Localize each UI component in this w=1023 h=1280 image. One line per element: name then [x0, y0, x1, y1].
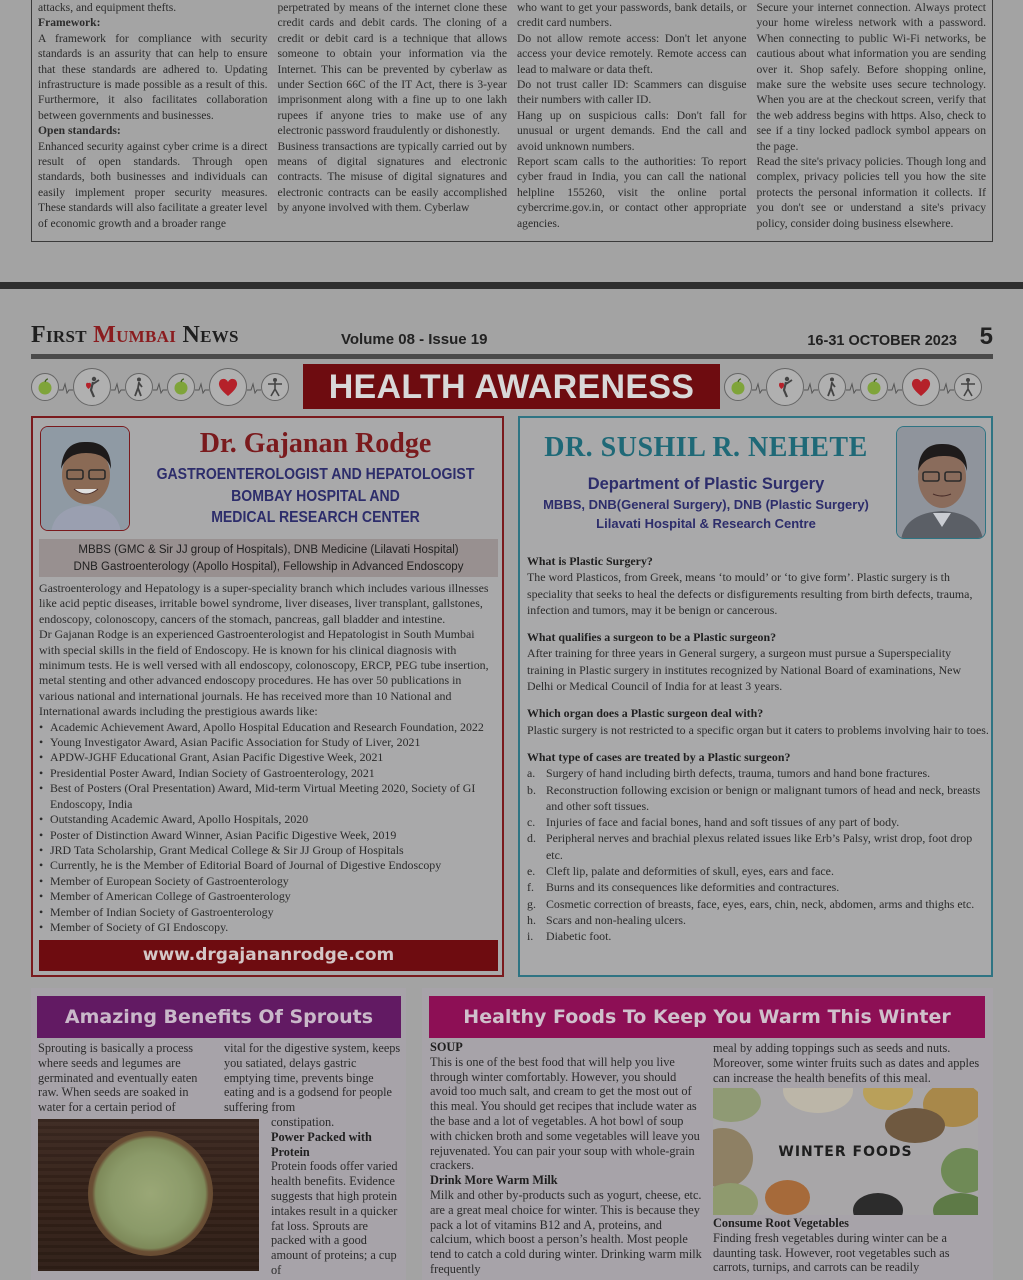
article-title: Amazing Benefits Of Sprouts	[37, 996, 401, 1038]
article-subheading: Framework:	[38, 16, 101, 30]
case-item	[527, 814, 989, 830]
heart-icon	[209, 368, 247, 406]
award-item: • Best of Posters (Oral Presentation) Award, Mid-term Virtual Meeting 2020, Society of GI Endoscopy, India	[39, 781, 498, 812]
article-title: Healthy Foods To Keep You Warm This Winter	[429, 996, 985, 1038]
role-line: BOMBAY HOSPITAL AND	[231, 487, 400, 505]
case-text: Scars and non-healing ulcers.	[546, 912, 686, 927]
cases-list	[527, 765, 989, 944]
article-subheading: SOUP	[430, 1040, 463, 1054]
case-item	[527, 863, 989, 879]
faq-answer: Plastic surgery is not restricted to a specific organ but it caters to problems involving hair to toes.	[527, 722, 989, 737]
brand-mumbai: Mumbai	[93, 322, 177, 348]
qualification-line: DNB Gastroenterology (Apollo Hospital), Fellowship in Advanced Endoscopy	[73, 560, 464, 573]
case-text: Cleft lip, palate and deformities of skull, eyes, ears and face.	[546, 864, 834, 879]
case-letter: b.	[527, 782, 536, 797]
doctor-photo	[896, 426, 986, 539]
winter-foods-article	[422, 988, 993, 1280]
issue-date: 16-31 OCTOBER 2023	[807, 333, 957, 349]
award-item: • APDW-JGHF Educational Grant, Asian Pacific Digestive Week, 2021	[39, 750, 498, 765]
doctor-department-block	[526, 473, 886, 533]
issue-label: Volume 08 - Issue 19	[341, 331, 488, 348]
article-paragraph: perpetrated by means of the internet clone these credit cards and debit cards. The cloning of a credit or debit card is a technique that allows someone to obtain your information via the Internet. This can be prevented by cyberlaw as under Section 66C of the IT Act, there is 3-year imprisonment along with a fine up to one lakh rupees if anyone tries to make use of any electronic password fraudulently or dishonestly.	[277, 1, 507, 138]
article-column-right-bottom	[713, 1216, 988, 1275]
hospital: Lilavati Hospital & Research Centre	[596, 516, 816, 531]
health-icon-strip-right	[724, 364, 992, 410]
heartbeat-line-icon	[153, 381, 167, 393]
heart-person-icon	[73, 368, 111, 406]
case-letter: e.	[527, 864, 536, 879]
doctor-name: DR. SUSHIL R. NEHETE	[544, 432, 868, 463]
article-paragraph: Secure your internet connection. Always protect your home wireless network with a password. When connecting to public Wi-Fi networks, be cautious about what information you are sending over it. Shop safely. Before shopping online, make sure the website uses secure technology. When you are at the checkout screen, verify that the web address begins with https. Also, check to see if a tiny locked padlock symbol appears on the page.	[756, 1, 986, 153]
case-item	[527, 782, 989, 815]
apple-icon	[31, 373, 59, 401]
walking-icon	[125, 373, 153, 401]
previous-page-article	[31, 0, 993, 242]
doctor-role	[155, 464, 476, 529]
faq-question: What is Plastic Surgery?	[527, 554, 653, 568]
sprouts-bowl	[88, 1131, 213, 1256]
article-paragraph: Enhanced security against cyber crime is a direct result of open standards. Through open standards, both businesses and individuals can easily implement proper security measures. These standards will also facilitate a greater level of economic growth and a broader range	[38, 139, 268, 230]
article-paragraph: who want to get your passwords, bank details, or credit card numbers.	[517, 1, 747, 30]
case-letter: h.	[527, 912, 536, 927]
apple-icon	[724, 373, 752, 401]
doctor-website-link[interactable]: www.drgajananrodge.com	[39, 940, 498, 971]
faq-answer: The word Plasticos, from Greek, means ‘to mould’ or ‘to give form’. Plastic surgery is th speciality that seeks to heal the defects or disfigurements resulting from birth defects, trauma, infection and tumors, may it be benign or cancerous.	[527, 570, 973, 617]
health-icon-strip-left	[31, 364, 299, 410]
award-item: • Member of Society of GI Endoscopy.	[39, 920, 498, 935]
bio-paragraph: Dr Gajanan Rodge is an experienced Gastroenterologist and Hepatologist in South Mumbai with special skills in the field of Endoscopy. He is known for his clinical diagnosis with minimum tests. He is well versed with all endoscopy, colonoscopy, ERCP, PEG tube insertion, metal stenting and other advanced endoscopy procedures. He has over 50 publications in various national and international journals. He has received more than 10 National and International awards including the prestigious awards like:	[39, 627, 489, 719]
brand-first: First	[31, 322, 94, 348]
winter-foods-image	[713, 1088, 978, 1215]
heartbeat-line-icon	[247, 381, 261, 393]
case-item	[527, 928, 989, 944]
award-item: • Academic Achievement Award, Apollo Hospital Education and Research Foundation, 2022	[39, 720, 498, 735]
heartbeat-line-icon	[888, 381, 902, 393]
qualification-line: MBBS (GMC & Sir JJ group of Hospitals), DNB Medicine (Lilavati Hospital)	[78, 544, 459, 556]
case-text: Cosmetic correction of breasts, face, eyes, ears, chin, neck, abdomen, arms and thighs etc.	[546, 896, 975, 911]
heartbeat-line-icon	[804, 381, 818, 393]
article-column	[38, 0, 268, 231]
case-letter: f.	[527, 880, 534, 895]
masthead-rule	[31, 354, 993, 359]
page-separator	[0, 282, 1023, 289]
case-text: Peripheral nerves and brachial plexus related issues like Erb’s Palsy, wrist drop, foot drop etc.	[546, 831, 973, 862]
apple-icon	[860, 373, 888, 401]
article-column	[278, 0, 508, 231]
faq-question: What qualifies a surgeon to be a Plastic surgeon?	[527, 630, 777, 645]
article-subheading: Drink More Warm Milk	[430, 1173, 558, 1188]
case-text: Injuries of face and facial bones, hand and soft tissues of any part of body.	[546, 815, 900, 830]
award-item: • Member of American College of Gastroenterology	[39, 889, 498, 904]
article-paragraph: Hang up on suspicious calls: Don't fall for unusual or urgent demands. End the call and avoid unknown numbers.	[517, 108, 747, 153]
case-item	[527, 765, 989, 781]
case-text: Reconstruction following excision or benign or malignant tumors of head and neck, breasts and other soft tissues.	[546, 782, 981, 813]
masthead	[31, 322, 993, 358]
article-paragraph: Do not allow remote access: Don't let anyone access your device remotely. Remote access can lead to malware or data theft.	[517, 31, 747, 76]
image-caption: WINTER FOODS	[778, 1144, 913, 1160]
doctor-bio	[39, 581, 498, 935]
case-text: Burns and its consequences like deformities and contractures.	[546, 880, 840, 895]
role-line: MEDICAL RESEARCH CENTER	[211, 509, 420, 526]
award-item: • Member of European Society of Gastroenterology	[39, 874, 498, 889]
case-letter: c.	[527, 815, 536, 830]
article-paragraph: Report scam calls to the authorities: To report cyber fraud in India, you can call the national helpline 155260, visit the online portal cybercrime.gov.in, or contact other appropriate agencies.	[517, 155, 747, 230]
article-paragraph: attacks, and equipment thefts.	[38, 1, 177, 14]
heartbeat-line-icon	[940, 381, 954, 393]
article-text	[271, 1115, 405, 1278]
heartbeat-line-icon	[111, 381, 125, 393]
article-subheading: Consume Root Vegetables	[713, 1216, 849, 1230]
case-letter: a.	[527, 766, 536, 781]
faq-question: What type of cases are treated by a Plastic surgeon?	[527, 749, 791, 764]
heart-person-icon	[766, 368, 804, 406]
plastic-surgery-faq	[527, 553, 989, 945]
article-paragraph: Read the site's privacy policies. Though long and complex, privacy policies tell you how the site protects the personal information it collects. If you don't see or understand a site's privacy policy, consider doing business elsewhere.	[756, 155, 986, 230]
award-item: • Currently, he is the Member of Editorial Board of Journal of Digestive Endoscopy	[39, 858, 498, 873]
article-column	[517, 0, 747, 231]
doctor-photo	[40, 426, 130, 531]
vitruvian-icon	[954, 373, 982, 401]
article-paragraph: Do not trust caller ID: Scammers can disguise their numbers with caller ID.	[517, 78, 747, 107]
award-item: • JRD Tata Scholarship, Grant Medical College & Sir JJ Group of Hospitals	[39, 843, 498, 858]
article-text-lead: constipation.	[271, 1115, 335, 1129]
health-awareness-row	[31, 362, 993, 412]
case-text: Diabetic foot.	[546, 929, 612, 944]
article-text: Finding fresh vegetables during winter can be a daunting task. However, root vegetables such as carrots, turnips, and carrots can be readily	[713, 1230, 950, 1275]
case-item	[527, 912, 989, 928]
heart-icon	[902, 368, 940, 406]
article-subheading: Power Packed with Protein	[271, 1129, 372, 1159]
case-item	[527, 879, 989, 895]
role-line: GASTROENTEROLOGIST AND HEPATOLOGIST	[156, 466, 475, 483]
doctor-profile-rodge	[31, 416, 504, 977]
previous-page-columns	[32, 0, 992, 231]
walking-icon	[818, 373, 846, 401]
article-text: Sprouting is basically a process where seeds and legumes are germinated and eventually eaten raw. When seeds are soaked in water for a certain period of	[38, 1041, 198, 1115]
case-item	[527, 830, 989, 863]
section-banner: HEALTH AWARENESS	[303, 364, 720, 409]
article-text: This is one of the best food that will help you live through winter comfortably. However, you should avoid too much salt, and cream to get the most out of this meal. You should get recipes that include water as the base and a lot of vegetables. A hot bowl of soup with chicken broth and some vegetables will leave you rejuvenated. You can pair your soup with whole-grain crackers.	[430, 1054, 700, 1173]
article-paragraph: Business transactions are typically carried out by means of digital signatures and electronic contracts. The misuse of digital signatures and electronic contracts can be easily accomplished by anyone involved with them. Cyberlaw	[277, 139, 507, 215]
awards-list	[39, 720, 498, 936]
article-subheading: Open standards:	[38, 124, 121, 138]
article-text: meal by adding toppings such as seeds and nuts. Moreover, some winter fruits such as dates and apples can increase the health benefits of this meal.	[713, 1041, 980, 1085]
apple-icon	[167, 373, 195, 401]
heartbeat-line-icon	[59, 381, 73, 393]
department: Department of Plastic Surgery	[587, 475, 825, 493]
article-text-body: Protein foods offer varied health benefits. Evidence suggests that high protein intakes result in a quicker fat loss. Sprouts are packed with a good amount of proteins; a cup of	[271, 1159, 398, 1277]
faq-question: Which organ does a Plastic surgeon deal with?	[527, 706, 764, 721]
article-text: vital for the digestive system, keeps you satiated, delays gastric emptying time, prevents binge eating and is a godsend for people suffering from	[224, 1041, 401, 1115]
heartbeat-line-icon	[752, 381, 766, 393]
article-column-left	[430, 1040, 705, 1277]
bio-paragraph: Gastroenterology and Hepatology is a super-speciality branch which includes various illnesses like acid peptic diseases, irritable bowel syndrome, liver diseases, liver transplant, gallstones, endoscopy, colonoscopy, cancers of the stomach, pancreas, gall bladder and intestine.	[39, 581, 489, 626]
case-letter: i.	[527, 929, 534, 944]
award-item: • Outstanding Academic Award, Apollo Hospitals, 2020	[39, 812, 498, 827]
newspaper-logo	[31, 322, 239, 349]
case-item	[527, 896, 989, 912]
faq-answer: After training for three years in General surgery, a surgeon must pursue a Superspeciality training in Plastic surgery in institutes recognized by National Board of examinations, New Delhi or Medical Council of India for at least 3 years.	[527, 646, 962, 694]
sprouts-article	[31, 988, 406, 1280]
article-paragraph: A framework for compliance with security standards is an assurity that can help to ensure that these standards are adhered to. Updating infrastructure is made possible as a result of this. Furthermore, it also facilitates collaboration between governments and businesses.	[38, 31, 268, 122]
article-column	[757, 0, 987, 231]
award-item: • Young Investigator Award, Asian Pacific Association for Study of Liver, 2021	[39, 735, 498, 750]
award-item: • Member of Indian Society of Gastroenterology	[39, 905, 498, 920]
doctor-qualifications	[39, 539, 498, 577]
heartbeat-line-icon	[195, 381, 209, 393]
page-number: 5	[979, 323, 993, 350]
award-item: • Presidential Poster Award, Indian Society of Gastroenterology, 2021	[39, 766, 498, 781]
vitruvian-icon	[261, 373, 289, 401]
article-text: Milk and other by-products such as yogurt, cheese, etc. are a great meal choice for winter. This is because they pack a lot of vitamins B12 and A, proteins, and calcium, which boost a person’s health. Most people tend to catch a cold during winter. Drinking warm milk frequently	[430, 1187, 702, 1276]
qualifications: MBBS, DNB(General Surgery), DNB (Plastic Surgery)	[543, 497, 869, 512]
doctor-name: Dr. Gajanan Rodge	[199, 428, 432, 459]
sprouts-bowl-image	[38, 1119, 259, 1271]
heartbeat-line-icon	[846, 381, 860, 393]
award-item: • Poster of Distinction Award Winner, Asian Pacific Digestive Week, 2019	[39, 828, 498, 843]
case-text: Surgery of hand including birth defects, trauma, tumors and hand bone fractures.	[546, 766, 931, 781]
brand-news: News	[176, 322, 239, 348]
case-letter: g.	[527, 896, 536, 911]
doctor-profile-nehete	[518, 416, 993, 977]
case-letter: d.	[527, 831, 536, 846]
